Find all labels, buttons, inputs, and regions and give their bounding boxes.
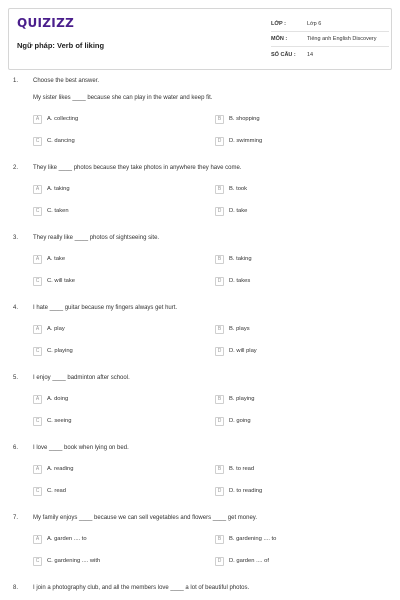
answer-option-c[interactable] bbox=[33, 556, 100, 566]
option-letter-box[interactable]: C bbox=[33, 557, 42, 566]
option-letter-box[interactable]: C bbox=[33, 347, 42, 356]
worksheet-header bbox=[8, 8, 392, 70]
option-letter-box[interactable]: B bbox=[215, 535, 224, 544]
option-text: C. taken bbox=[47, 208, 69, 214]
question-number: 1. bbox=[13, 78, 19, 84]
option-letter-box[interactable]: D bbox=[215, 347, 224, 356]
answer-option-c[interactable] bbox=[33, 206, 69, 216]
answer-option-b[interactable] bbox=[215, 394, 254, 404]
question-text: They really like ____ photos of sightseeing site. bbox=[33, 235, 160, 241]
answer-option-a[interactable] bbox=[33, 464, 73, 474]
option-letter-box[interactable]: C bbox=[33, 417, 42, 426]
answer-option-c[interactable] bbox=[33, 276, 75, 286]
option-letter-box[interactable]: A bbox=[33, 185, 42, 194]
meta-row-class bbox=[271, 17, 389, 32]
option-text: B. shopping bbox=[229, 116, 260, 122]
answer-option-d[interactable] bbox=[215, 556, 269, 566]
question-number: 4. bbox=[13, 305, 19, 311]
meta-table bbox=[271, 17, 389, 62]
meta-row-subject bbox=[271, 32, 389, 47]
option-letter-box[interactable]: D bbox=[215, 557, 224, 566]
answer-option-a[interactable] bbox=[33, 534, 87, 544]
meta-value: Lớp 6 bbox=[307, 21, 322, 27]
option-text: A. play bbox=[47, 326, 65, 332]
option-letter-box[interactable]: B bbox=[215, 185, 224, 194]
option-text: A. doing bbox=[47, 396, 69, 402]
option-letter-box[interactable]: D bbox=[215, 487, 224, 496]
question-number: 3. bbox=[13, 235, 19, 241]
option-letter-box[interactable]: C bbox=[33, 137, 42, 146]
option-letter-box[interactable]: D bbox=[215, 137, 224, 146]
answer-option-d[interactable] bbox=[215, 276, 250, 286]
option-text: D. take bbox=[229, 208, 248, 214]
option-letter-box[interactable]: C bbox=[33, 207, 42, 216]
answer-option-a[interactable] bbox=[33, 324, 65, 334]
option-text: B. taking bbox=[229, 256, 252, 262]
option-letter-box[interactable]: A bbox=[33, 115, 42, 124]
option-letter-box[interactable]: A bbox=[33, 325, 42, 334]
option-text: A. take bbox=[47, 256, 66, 262]
question-text: My sister likes ____ because she can play in the water and keep fit. bbox=[33, 95, 213, 101]
answer-option-d[interactable] bbox=[215, 346, 257, 356]
answer-option-d[interactable] bbox=[215, 486, 262, 496]
meta-key: MÔN : bbox=[271, 36, 288, 42]
option-letter-box[interactable]: C bbox=[33, 487, 42, 496]
question-instruction: Choose the best answer. bbox=[33, 78, 100, 84]
question-number: 6. bbox=[13, 445, 19, 451]
answer-option-b[interactable] bbox=[215, 184, 247, 194]
option-letter-box[interactable]: B bbox=[215, 325, 224, 334]
option-text: C. will take bbox=[47, 278, 76, 284]
option-text: A. collecting bbox=[47, 116, 79, 122]
answer-option-a[interactable] bbox=[33, 394, 68, 404]
answer-option-b[interactable] bbox=[215, 114, 260, 124]
option-text: B. plays bbox=[229, 326, 250, 332]
answer-option-b[interactable] bbox=[215, 254, 252, 264]
meta-row-count bbox=[271, 47, 389, 62]
option-text: D. going bbox=[229, 418, 251, 424]
question-text: My family enjoys ____ because we can sell vegetables and flowers ____ get money. bbox=[33, 515, 258, 521]
answer-option-a[interactable] bbox=[33, 254, 65, 264]
option-letter-box[interactable]: C bbox=[33, 277, 42, 286]
option-text: B. to read bbox=[229, 466, 255, 472]
option-letter-box[interactable]: A bbox=[33, 255, 42, 264]
quizizz-logo: QUIZIZZ bbox=[17, 16, 75, 30]
answer-option-b[interactable] bbox=[215, 534, 276, 544]
option-text: C. read bbox=[47, 488, 67, 494]
option-text: A. taking bbox=[47, 186, 70, 192]
option-text: C. dancing bbox=[47, 138, 75, 144]
option-text: D. garden .... of bbox=[229, 558, 269, 564]
option-letter-box[interactable]: D bbox=[215, 417, 224, 426]
option-letter-box[interactable]: A bbox=[33, 535, 42, 544]
answer-option-c[interactable] bbox=[33, 136, 75, 146]
option-letter-box[interactable]: B bbox=[215, 115, 224, 124]
option-letter-box[interactable]: B bbox=[215, 465, 224, 474]
answer-option-d[interactable] bbox=[215, 416, 251, 426]
option-letter-box[interactable]: A bbox=[33, 395, 42, 404]
question-number: 7. bbox=[13, 515, 19, 521]
option-letter-box[interactable]: D bbox=[215, 277, 224, 286]
question-text: I hate ____ guitar because my fingers always get hurt. bbox=[33, 305, 178, 311]
worksheet-title: Ngữ pháp: Verb of liking bbox=[17, 41, 105, 50]
question-text: I join a photography club, and all the members love ____ a lot of beautiful photos. bbox=[33, 585, 250, 591]
option-text: B. playing bbox=[229, 396, 255, 402]
meta-key: LỚP : bbox=[271, 21, 286, 27]
option-text: D. will play bbox=[229, 348, 257, 354]
answer-option-d[interactable] bbox=[215, 206, 247, 216]
answer-option-a[interactable] bbox=[33, 184, 70, 194]
answer-option-c[interactable] bbox=[33, 346, 73, 356]
question-number: 2. bbox=[13, 165, 19, 171]
question-number: 8. bbox=[13, 585, 19, 591]
answer-option-b[interactable] bbox=[215, 464, 254, 474]
meta-value: Tiếng anh English Discovery bbox=[307, 36, 377, 42]
option-text: C. seeing bbox=[47, 418, 72, 424]
option-text: B. gardening .... to bbox=[229, 536, 277, 542]
option-text: D. takes bbox=[229, 278, 251, 284]
option-letter-box[interactable]: A bbox=[33, 465, 42, 474]
option-text: C. gardening .... with bbox=[47, 558, 101, 564]
answer-option-c[interactable] bbox=[33, 486, 66, 496]
answer-option-d[interactable] bbox=[215, 136, 262, 146]
option-text: C. playing bbox=[47, 348, 73, 354]
question-text: They like ____ photos because they take photos in anywhere they have come. bbox=[33, 165, 242, 171]
answer-option-a[interactable] bbox=[33, 114, 78, 124]
option-letter-box[interactable]: B bbox=[215, 395, 224, 404]
question-text: I love ____ book when lying on bed. bbox=[33, 445, 129, 451]
option-letter-box[interactable]: D bbox=[215, 207, 224, 216]
option-text: A. reading bbox=[47, 466, 74, 472]
meta-value: 14 bbox=[307, 51, 314, 58]
question-number: 5. bbox=[13, 375, 19, 381]
option-letter-box[interactable]: B bbox=[215, 255, 224, 264]
question-text: I enjoy ____ badminton after school. bbox=[33, 375, 130, 381]
option-text: D. to reading bbox=[229, 488, 263, 494]
answer-option-b[interactable] bbox=[215, 324, 250, 334]
option-text: B. took bbox=[229, 186, 248, 192]
option-text: A. garden .... to bbox=[47, 536, 87, 542]
meta-key: SỐ CÂU : bbox=[271, 51, 296, 58]
answer-option-c[interactable] bbox=[33, 416, 72, 426]
option-text: D. swimming bbox=[229, 138, 263, 144]
